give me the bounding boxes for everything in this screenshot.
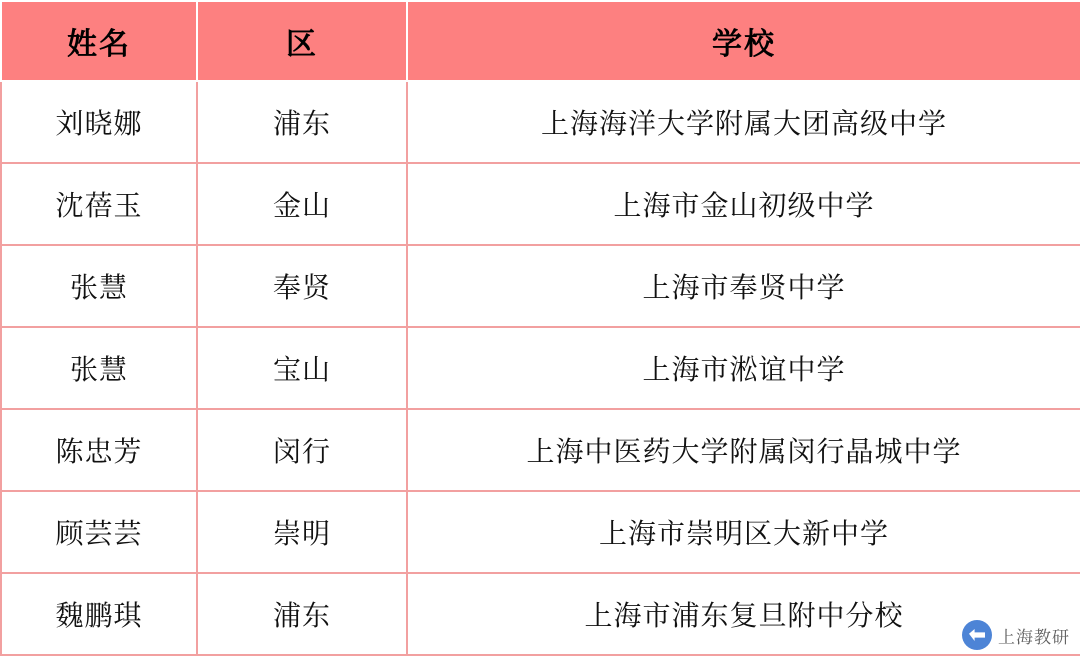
table-row xyxy=(1,327,1080,409)
cell-school: 上海市奉贤中学 xyxy=(407,245,1080,327)
cell-district: 浦东 xyxy=(197,81,407,163)
watermark-text: 上海教研 xyxy=(998,627,1070,647)
table-header xyxy=(1,1,1080,81)
cell-school: 上海市金山初级中学 xyxy=(407,163,1080,245)
cell-district: 浦东 xyxy=(197,573,407,655)
column-header-district: 区 xyxy=(197,1,407,81)
column-header-name: 姓名 xyxy=(1,1,197,81)
cell-district: 闵行 xyxy=(197,409,407,491)
cell-name: 顾芸芸 xyxy=(1,491,197,573)
table-row xyxy=(1,573,1080,655)
table-row xyxy=(1,491,1080,573)
cell-name: 张慧 xyxy=(1,327,197,409)
table-body xyxy=(1,81,1080,655)
cell-district: 宝山 xyxy=(197,327,407,409)
cell-school: 上海海洋大学附属大团高级中学 xyxy=(407,81,1080,163)
cell-name: 刘晓娜 xyxy=(1,81,197,163)
watermark xyxy=(962,620,1070,650)
table-row xyxy=(1,245,1080,327)
cell-school: 上海市浦东复旦附中分校 xyxy=(407,573,1080,655)
table-row xyxy=(1,163,1080,245)
cell-district: 金山 xyxy=(197,163,407,245)
cell-name: 沈蓓玉 xyxy=(1,163,197,245)
cell-school: 上海市崇明区大新中学 xyxy=(407,491,1080,573)
table-header-row xyxy=(1,1,1080,81)
table-row xyxy=(1,409,1080,491)
table-row xyxy=(1,81,1080,163)
cell-district: 奉贤 xyxy=(197,245,407,327)
cell-name: 张慧 xyxy=(1,245,197,327)
column-header-school: 学校 xyxy=(407,1,1080,81)
cell-school: 上海中医药大学附属闵行晶城中学 xyxy=(407,409,1080,491)
cell-name: 陈忠芳 xyxy=(1,409,197,491)
cell-school: 上海市淞谊中学 xyxy=(407,327,1080,409)
cell-name: 魏鹏琪 xyxy=(1,573,197,655)
cell-district: 崇明 xyxy=(197,491,407,573)
watermark-logo-icon xyxy=(962,620,992,650)
